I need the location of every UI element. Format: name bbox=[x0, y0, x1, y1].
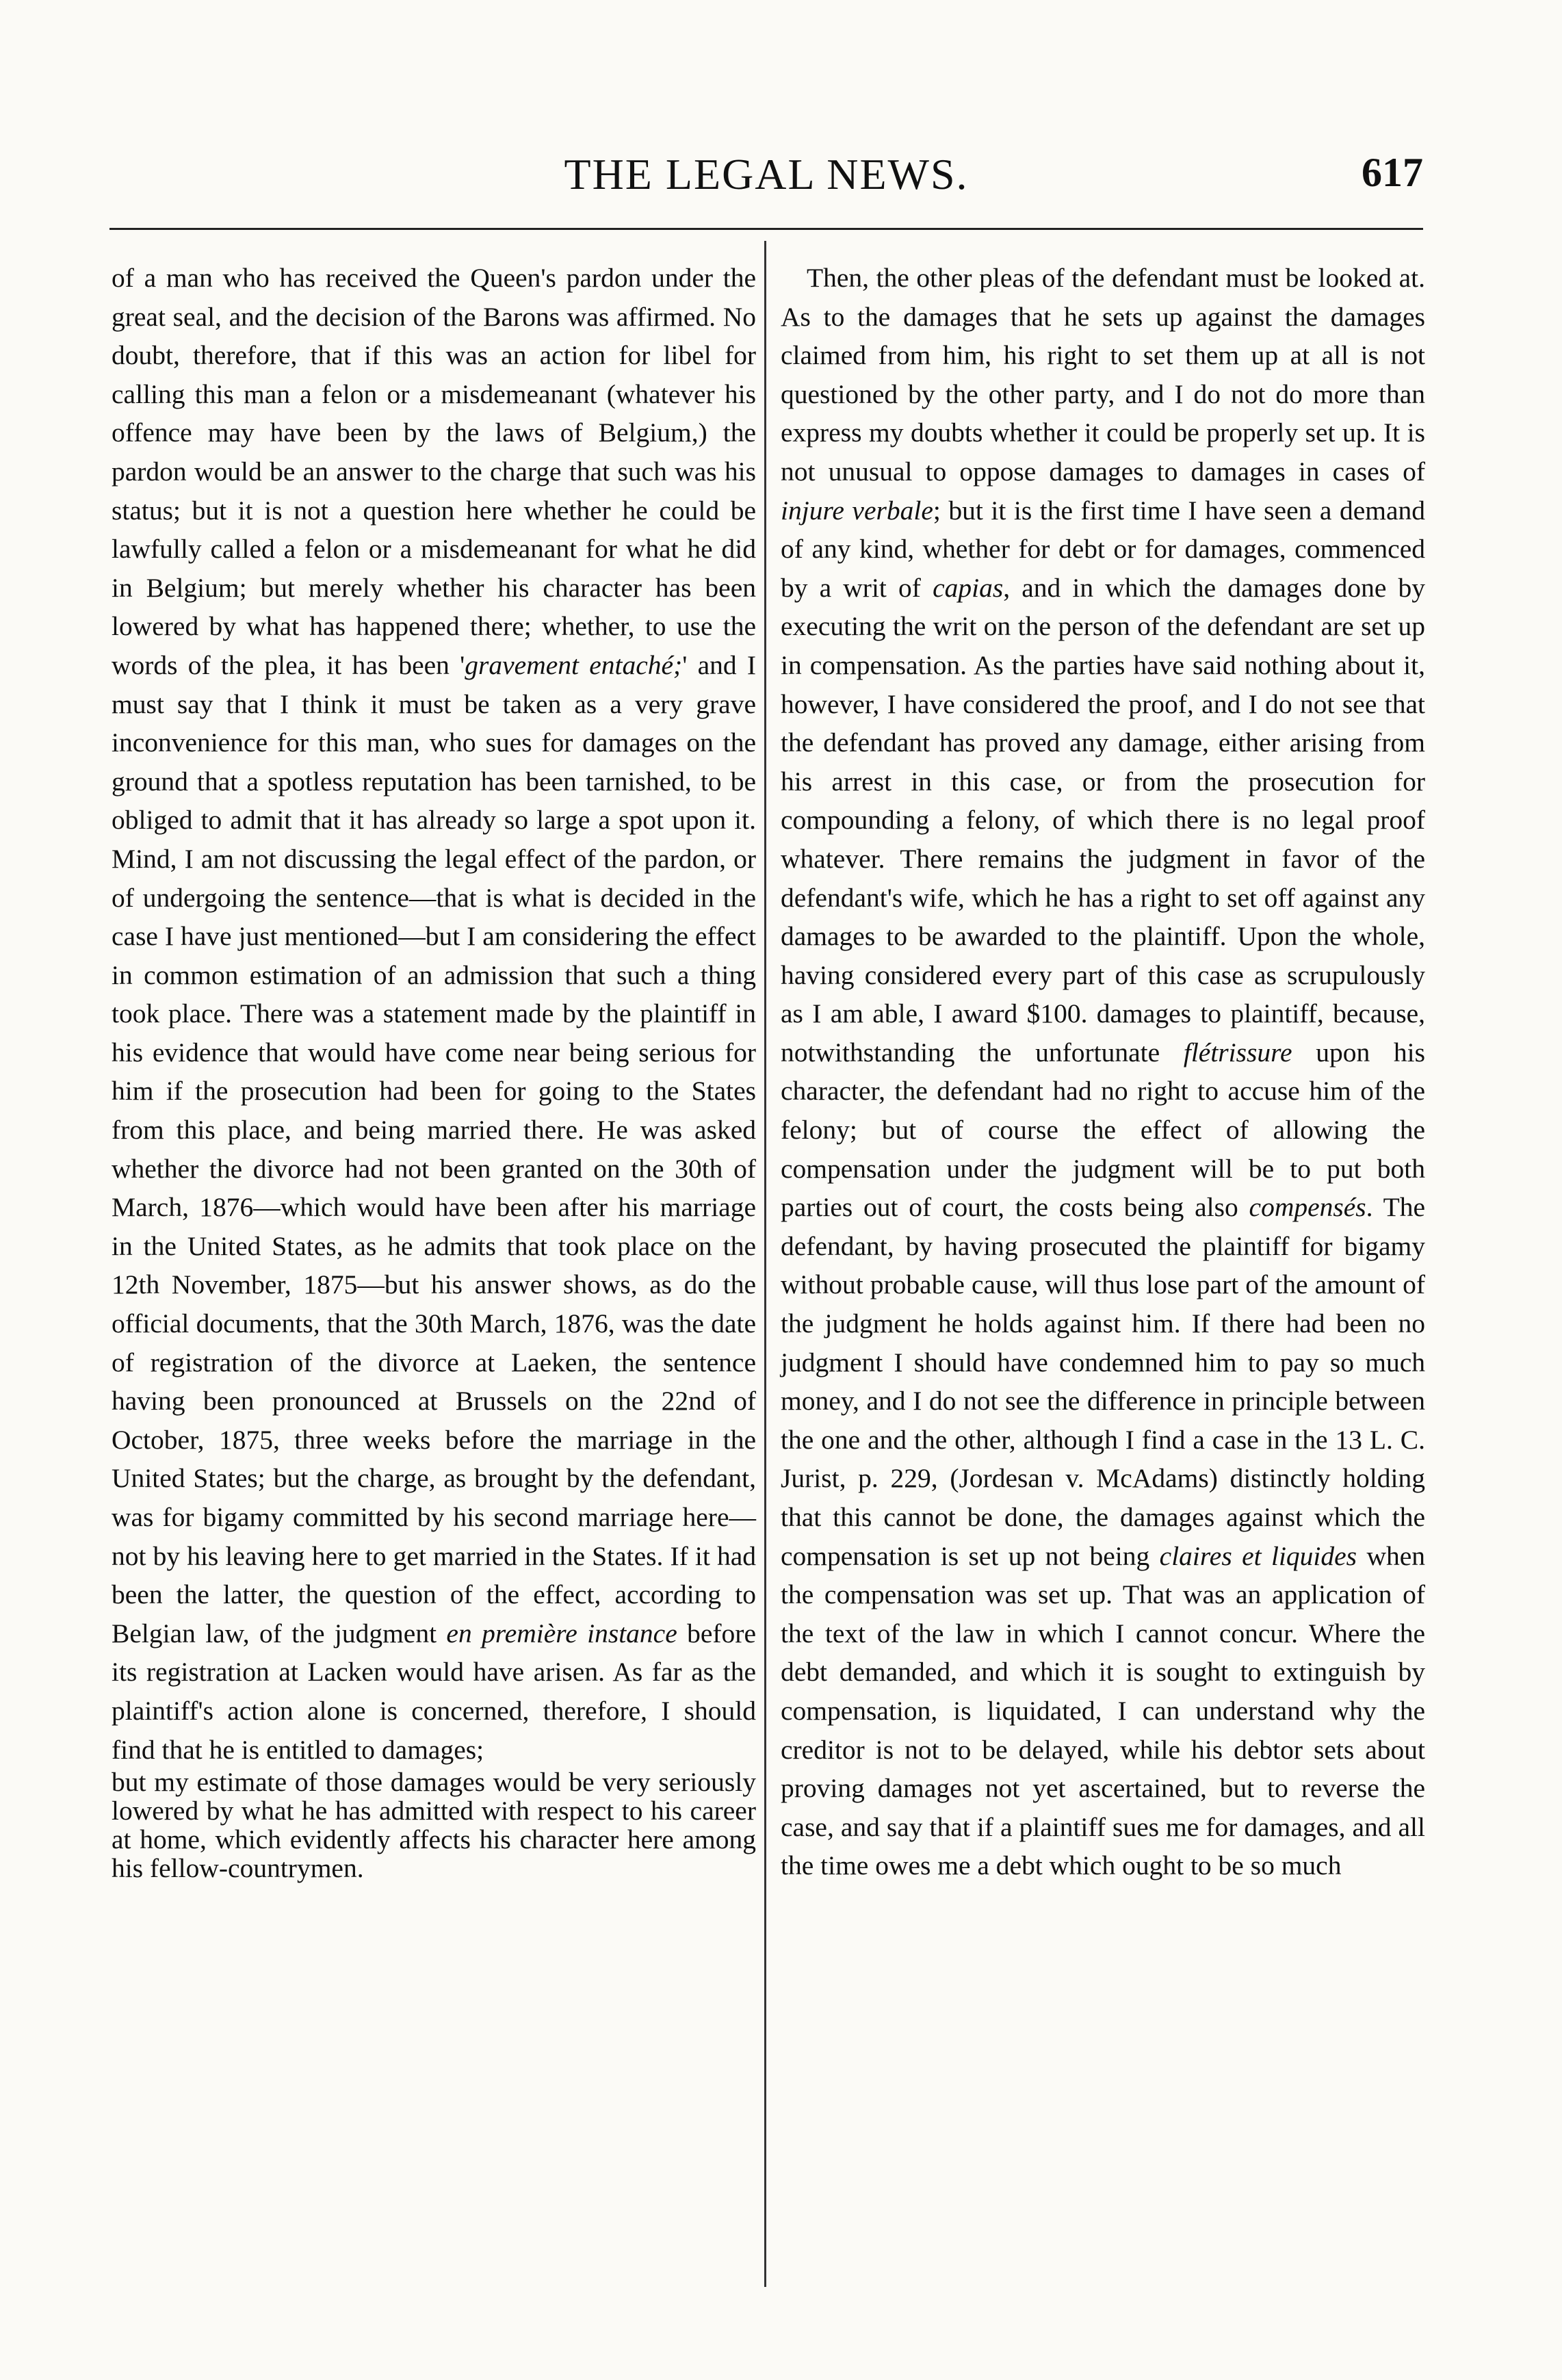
left-paragraph-tail: but my estimate of those damages would be very seriously lowered by what he has admitted with respect to his career at home, which evidently affects his character here among his fellow-countrymen. bbox=[112, 1767, 756, 1884]
running-title: THE LEGAL NEWS. bbox=[564, 150, 969, 198]
text-run: of a man who has received the Queen's pardon under the great seal, and the decision of the Barons was affirmed. No doubt, therefore, that if this was an action for libel for calling this man a felon or a misdemeanant (whatever his offence may have been by the laws of Belgium,) the pardon would be an answer to the charge that such was his status; but it is not a question here whether he could be lawfully called a felon or a misdemeanant for what he did in Belgium; but merely whether his character has been lowered by what has happened there; whether, to use the words of the plea, it has been ' bbox=[112, 263, 756, 680]
italic-phrase: flétrissure bbox=[1183, 1037, 1292, 1068]
header-rule bbox=[109, 228, 1423, 230]
left-column bbox=[112, 259, 756, 1883]
text-run: upon his character, the defendant had no right to accuse him of the felony; but of course the effect of allowing the compensation under the judgment will be to put both parties out of court, the costs being also bbox=[781, 1037, 1425, 1223]
left-paragraph bbox=[112, 259, 756, 1769]
text-run: . The defendant, by having prosecuted the plaintiff for bigamy without probable cause, will thus lose part of the amount of the judgment he holds against him. If there had been no judgment I should have condemned him to pay so much money, and I do not see the difference in principle between the one and the other, although I find a case in the 13 L. C. Jurist, p. 229, (Jordesan v. McAdams) distinctly holding that this cannot be done, the damages against which the compensation is set up not being bbox=[781, 1192, 1426, 1571]
right-paragraph bbox=[781, 259, 1425, 1885]
italic-phrase: capias bbox=[933, 572, 1004, 603]
text-run: ' and I must say that I think it must be taken as a very grave inconvenience for this man, who sues for damages on the ground that a spotless reputation has been tarnished, to be obliged to admit that it has already so large a spot upon it. Mind, I am not discussing the legal effect of the pardon, or of undergoing the sentence—that is what is decided in the case I have just mentioned—but I am considering the effect in common estimation of an admission that such a thing took place. There was a statement made by the plaintiff in his evidence that would have come near being serious for him if the prosecution had been for going to the States from this place, and being married there. He was asked whether the divorce had not been granted on the 30th of March, 1876—which would have been after his marriage in the United States, as he admits that took place on the 12th November, 1875—but his answer shows, as do the official documents, that the 30th March, 1876, was the date of registration of the divorce at Laeken, the sentence having been pronounced at Brussels on the 22nd of October, 1875, three weeks before the marriage in the United States; but the charge, as brought by the defendant, was for bigamy committed by his second marriage here—not by his leaving here to get married in the States. If it had been the latter, the question of the effect, according to Belgian law, of the judgment bbox=[112, 649, 756, 1648]
page-header bbox=[109, 149, 1423, 211]
italic-phrase: en première instance bbox=[446, 1618, 677, 1648]
italic-phrase: gravement entaché; bbox=[465, 649, 683, 680]
page-number: 617 bbox=[1362, 150, 1423, 195]
text-run: when the compensation was set up. That was an application of the text of the law in which I cannot concur. Where the debt demanded, and which it is sought to extinguish by compensation, is liquidated, I can understand why the creditor is not to be delayed, while his debtor sets about proving damages not yet ascertained, but to reverse the case, and say that if a plaintiff sues me for damages, and all the time owes me a debt which ought to be so much bbox=[781, 1540, 1426, 1881]
right-column bbox=[781, 259, 1425, 1885]
text-run: ; but it is the first time I have seen a demand of any kind, whether for debt or for damages, commenced by a writ of bbox=[781, 495, 1425, 603]
italic-phrase: compensés bbox=[1249, 1192, 1366, 1223]
text-run: , and in which the damages done by executing the writ on the person of the defendant are set up in compensation. As the parties have said nothing about it, however, I have considered the proof, and I do not see that the defendant has proved any damage, either arising from his arrest in this case, or from the prosecution for compounding a felony, of which there is no legal proof whatever. There remains the judgment in favor of the defendant's wife, which he has a right to set off against any damages to be awarded to the plaintiff. Upon the whole, having considered every part of this case as scrupulously as I am able, I award $100. damages to plaintiff, because, notwithstanding the unfortunate bbox=[781, 572, 1425, 1068]
text-run: before its registration at Lacken would have arisen. As far as the plaintiff's action alone is concerned, therefore, I should find that he is entitled to damages; bbox=[112, 1618, 756, 1765]
text-run: Then, the other pleas of the defendant must be looked at. As to the damages that he sets up against the damages claimed from him, his right to set them up at all is not questioned by the other party, and I do not do more than express my doubts whether it could be properly set up. It is not unusual to oppose damages to damages in cases of bbox=[781, 263, 1425, 487]
column-divider bbox=[764, 241, 766, 2287]
italic-phrase: injure verbale bbox=[781, 495, 933, 526]
italic-phrase: claires et liquides bbox=[1159, 1540, 1357, 1571]
